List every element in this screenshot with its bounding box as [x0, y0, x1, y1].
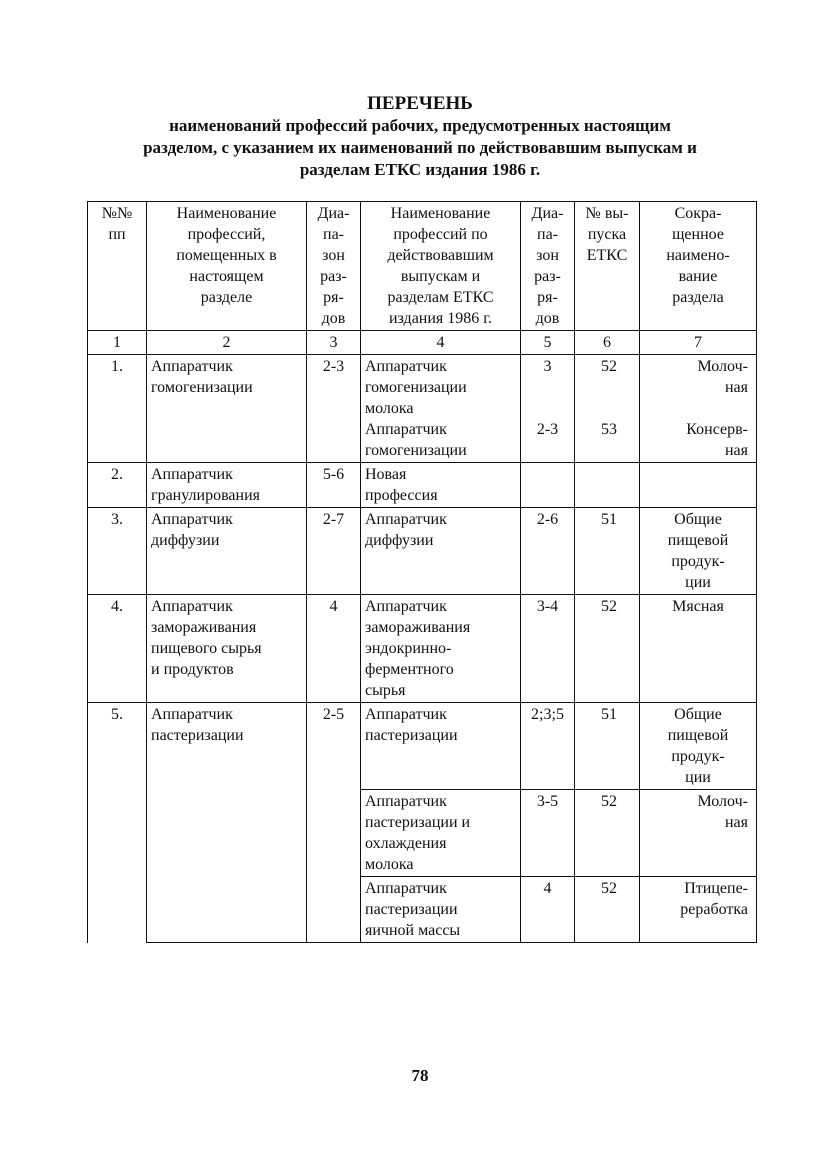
cell-line: Консерв-	[686, 421, 748, 438]
cell-line: па-	[537, 226, 558, 243]
cell-line: Общие	[674, 706, 722, 723]
cell-line: пастеризации	[151, 727, 244, 744]
cell-line: Аппаратчик	[365, 598, 447, 615]
cell-line: ная	[724, 442, 748, 459]
header-num	[88, 202, 147, 331]
cell-line: продук-	[671, 748, 725, 765]
old-range: 3-5	[521, 790, 575, 877]
cell-line: замораживания	[365, 619, 471, 636]
cell-line: разделе	[200, 289, 253, 306]
cell-line: ря-	[537, 289, 558, 306]
cell-line: Аппаратчик	[365, 793, 447, 810]
section-entry	[642, 419, 748, 461]
profession-name	[147, 508, 307, 595]
issue-number: 51	[575, 508, 640, 595]
old-range-entry: 2-3	[536, 421, 559, 438]
cell-line: издания 1986 г.	[388, 310, 493, 327]
cell-line: профессия	[365, 487, 438, 504]
cell-line: молока	[365, 400, 414, 417]
section-entry	[642, 356, 748, 419]
column-number: 4	[361, 331, 521, 355]
cell-line: Мясная	[672, 598, 724, 615]
cell-line: разделам ЕТКС	[387, 289, 494, 306]
cell-line: выпускам и	[400, 268, 481, 285]
section-name	[640, 355, 757, 463]
cell-line: пищевой	[667, 532, 729, 549]
cell-line: Аппаратчик	[365, 511, 447, 528]
column-number: 2	[147, 331, 307, 355]
cell-line: наимено-	[666, 247, 730, 264]
cell-line: раздела	[672, 289, 724, 306]
old-name-entry	[365, 356, 518, 419]
header-old-name	[361, 202, 521, 331]
issue-entry: 52	[601, 358, 617, 375]
cell-line: профессий,	[187, 226, 266, 243]
page-number: 78	[411, 1066, 429, 1085]
cell-line: Молоч-	[697, 358, 748, 375]
cell-line: профессий по	[393, 226, 488, 243]
cell-line: Диа-	[531, 205, 564, 222]
cell-line: Общие	[674, 511, 722, 528]
cell-line: Наименование	[176, 205, 277, 222]
cell-line: Сокра-	[674, 205, 722, 222]
cell-line: молока	[365, 856, 414, 873]
header-old-range	[521, 202, 575, 331]
section-name	[640, 595, 757, 703]
section-name	[640, 877, 757, 943]
table-header-row	[88, 202, 757, 331]
cell-line: сырья	[365, 682, 406, 699]
row-number: 1.	[88, 355, 147, 463]
cell-line: дов	[321, 310, 346, 327]
row-number: 4.	[88, 595, 147, 703]
cell-line: зон	[322, 247, 345, 264]
cell-line: Аппаратчик	[365, 358, 447, 375]
old-profession-name	[361, 790, 521, 877]
cell-line: гомогенизации	[365, 379, 467, 396]
column-numbers-row	[88, 331, 757, 355]
cell-line: гомогенизации	[151, 379, 253, 396]
cell-line: пищевого сырья	[151, 640, 262, 657]
old-name-entry	[365, 419, 518, 461]
cell-line: №№	[101, 205, 133, 222]
issue-number: 52	[575, 877, 640, 943]
cell-line: Новая	[365, 466, 407, 483]
cell-line: помещенных в	[176, 247, 277, 264]
cell-line: Аппаратчик	[365, 421, 447, 438]
cell-line: ции	[685, 769, 711, 786]
cell-line: Аппаратчик	[151, 358, 233, 375]
cell-line: щенное	[672, 226, 724, 243]
cell-line: Аппаратчик	[151, 511, 233, 528]
old-range: 3-4	[521, 595, 575, 703]
cell-line: вание	[678, 268, 718, 285]
cell-line: ции	[685, 574, 711, 591]
cell-line: Аппаратчик	[151, 598, 233, 615]
cell-line: ря-	[323, 289, 344, 306]
column-number: 6	[575, 331, 640, 355]
issue-number: 52	[575, 790, 640, 877]
cell-line: продук-	[671, 553, 725, 570]
profession-name	[147, 355, 307, 463]
cell-line: зон	[536, 247, 559, 264]
cell-line: Птицепе-	[684, 880, 748, 897]
cell-line: Молоч-	[697, 793, 748, 810]
cell-line: пуска	[587, 226, 627, 243]
cell-line: яичной массы	[365, 922, 461, 939]
old-profession-name	[361, 595, 521, 703]
old-range	[521, 463, 575, 508]
header-range	[307, 202, 361, 331]
cell-line: охлаждения	[365, 835, 447, 852]
cell-line: ная	[724, 814, 748, 831]
old-profession-name	[361, 355, 521, 463]
cell-line: и продуктов	[151, 661, 234, 678]
profession-range: 2-5	[307, 703, 361, 943]
cell-line: дов	[535, 310, 560, 327]
row-number: 5.	[88, 703, 147, 943]
old-profession-name	[361, 463, 521, 508]
header-issue	[575, 202, 640, 331]
column-number: 3	[307, 331, 361, 355]
old-range-entry: 3	[543, 358, 552, 375]
header-name	[147, 202, 307, 331]
cell-line: пищевой	[667, 727, 729, 744]
cell-line: № вы-	[585, 205, 629, 222]
cell-line: ЕТКС	[586, 247, 628, 264]
cell-line: пастеризации и	[365, 814, 471, 831]
cell-line: Аппаратчик	[365, 880, 447, 897]
cell-line: настоящем	[189, 268, 264, 285]
section-name	[640, 703, 757, 790]
column-number: 5	[521, 331, 575, 355]
column-number: 1	[88, 331, 147, 355]
document-subtitle-line-2: разделом, с указанием их наименований по действовавшим выпускам и	[143, 138, 697, 157]
row-number: 2.	[88, 463, 147, 508]
profession-range: 2-7	[307, 508, 361, 595]
old-range: 2-6	[521, 508, 575, 595]
profession-range: 2-3	[307, 355, 361, 463]
profession-name	[147, 463, 307, 508]
section-name	[640, 790, 757, 877]
table-row	[88, 508, 757, 595]
cell-line: Диа-	[317, 205, 350, 222]
cell-line: гранулирования	[151, 487, 260, 504]
cell-line: раз-	[320, 268, 347, 285]
cell-line: Наименование	[390, 205, 491, 222]
old-profession-name	[361, 703, 521, 790]
cell-line: Аппаратчик	[365, 706, 447, 723]
cell-line: раз-	[534, 268, 561, 285]
old-profession-name	[361, 877, 521, 943]
section-name	[640, 463, 757, 508]
issue-number	[575, 355, 640, 463]
cell-line: эндокринно-	[365, 640, 452, 657]
issue-entry: 53	[601, 421, 617, 438]
cell-line: диффузии	[365, 532, 434, 549]
cell-line: ферментного	[365, 661, 454, 678]
table-row	[88, 463, 757, 508]
profession-range: 5-6	[307, 463, 361, 508]
row-number: 3.	[88, 508, 147, 595]
profession-name	[147, 703, 307, 943]
profession-range: 4	[307, 595, 361, 703]
table-row	[88, 595, 757, 703]
professions-table	[87, 201, 757, 943]
document-subtitle-line-1: наименований профессий рабочих, предусмотренных настоящим	[169, 116, 671, 135]
cell-line: диффузии	[151, 532, 220, 549]
profession-name	[147, 595, 307, 703]
old-range: 2;3;5	[521, 703, 575, 790]
cell-line: ная	[724, 379, 748, 396]
section-name	[640, 508, 757, 595]
old-range	[521, 355, 575, 463]
old-range: 4	[521, 877, 575, 943]
cell-line: замораживания	[151, 619, 257, 636]
column-number: 7	[640, 331, 757, 355]
cell-line: па-	[323, 226, 344, 243]
old-profession-name	[361, 508, 521, 595]
issue-number	[575, 463, 640, 508]
issue-number: 51	[575, 703, 640, 790]
table-row	[88, 703, 757, 790]
issue-number: 52	[575, 595, 640, 703]
cell-line: Аппаратчик	[151, 706, 233, 723]
cell-line: пп	[108, 226, 126, 243]
document-subtitle-line-3: разделам ЕТКС издания 1986 г.	[299, 160, 541, 179]
cell-line: Аппаратчик	[151, 466, 233, 483]
document-title-block	[0, 93, 840, 181]
cell-line: гомогенизации	[365, 442, 467, 459]
cell-line: действовавшим	[387, 247, 494, 264]
table-row	[88, 355, 757, 463]
header-section	[640, 202, 757, 331]
cell-line: пастеризации	[365, 901, 458, 918]
cell-line: реработка	[680, 901, 748, 918]
cell-line: пастеризации	[365, 727, 458, 744]
document-title: ПЕРЕЧЕНЬ	[367, 93, 473, 114]
